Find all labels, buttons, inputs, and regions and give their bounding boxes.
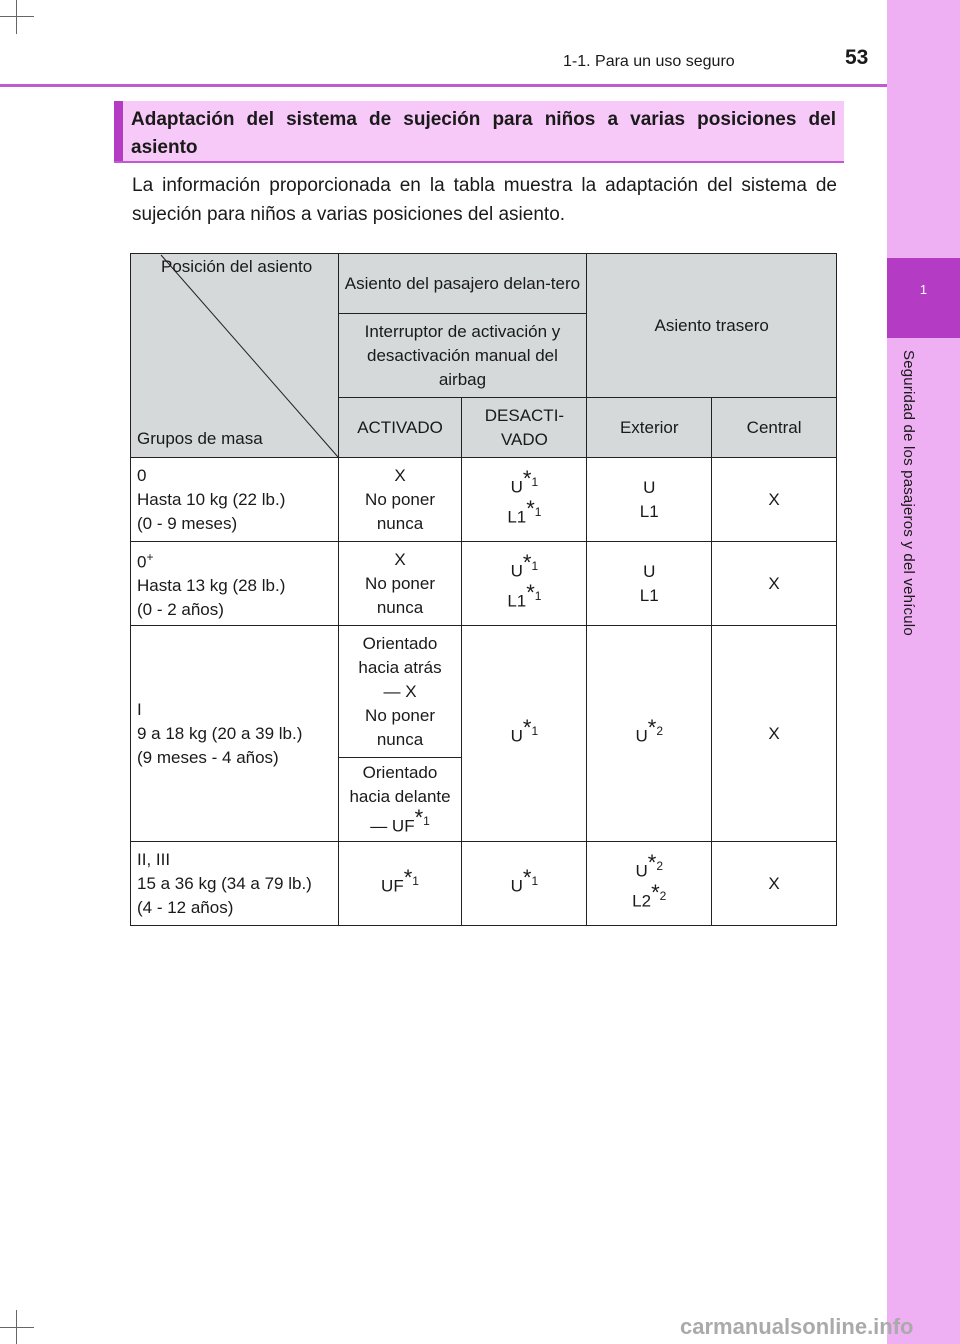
section-heading-box [114,101,844,163]
corner-bottom-label: Grupos de masa [137,429,263,448]
crop-mark [0,16,34,17]
cell-value: L1*$^1$ [507,579,542,611]
running-title: 1-1. Para un uso seguro [563,53,735,70]
cell-off [462,458,587,542]
table-row [131,458,837,542]
page-number: 53 [845,46,869,69]
cell-on: UF*$^1$ [338,842,462,926]
col-header-outer: Exterior [587,398,712,458]
airbag-switch-header: Interruptor de activación y desactivación manual del airbag [338,314,587,398]
footnote-ref: 1 [423,813,430,828]
cell-outer: U*$^2$ [587,626,712,842]
group-cell [131,542,339,626]
chapter-tab[interactable] [887,258,960,338]
cell-value: U [643,477,656,497]
group-cell [131,842,339,926]
footnote-ref: 2 [656,858,664,873]
cell-on [338,458,462,542]
cell-on-rearward [338,626,462,758]
footnote-star: * [522,714,532,740]
cell-value: L1 [639,585,659,605]
col-header-off: DESACTI-VADO [462,398,587,458]
group-age: (4 - 12 años) [137,897,234,917]
crop-mark [16,0,17,34]
footnote-ref: 1 [534,588,542,603]
footnote-ref: 2 [656,723,664,738]
cell-on-forward [338,758,462,842]
footnote-ref: 1 [412,873,419,888]
group-mass: Hasta 13 kg (28 lb.) [137,576,286,596]
cell-value: No poner [365,573,435,593]
footnote-star: * [647,714,657,740]
cell-value: U*$^2$ [635,849,664,881]
cell-value: hacia atrás [358,657,442,677]
table-row [131,542,837,626]
col-header-on: ACTIVADO [338,398,462,458]
group-mass: 15 a 36 kg (34 a 79 lb.) [137,873,312,893]
cell-center: X [712,842,837,926]
cell-off: U*$^1$ [462,842,587,926]
cell-value: No poner [365,705,435,725]
cell-off: U*$^1$ [462,626,587,842]
cell-value: No poner [365,489,435,509]
cell-on [338,542,462,626]
group-cell [131,626,339,842]
crop-mark [0,1327,34,1328]
cell-value: Orientado [362,762,438,782]
footnote-star: * [522,864,532,890]
group-superscript: + [146,549,154,564]
group-mass: 9 a 18 kg (20 a 39 lb.) [137,723,303,743]
cell-value: L1 [639,501,659,521]
footnote-star: * [522,465,532,491]
cell-outer [587,458,712,542]
cell-outer [587,542,712,626]
cell-value: Orientado [362,633,438,653]
col-header-center: Central [712,398,837,458]
cell-value: L1*$^1$ [507,495,542,527]
cell-value: nunca [376,513,424,533]
cell-value: — UF*$^1$ [370,804,430,836]
group-label: 0+ [137,549,154,572]
cell-off [462,542,587,626]
footnote-star: * [526,495,535,521]
footnote-star: * [526,579,535,605]
footnote-star: * [403,864,413,890]
footnote-ref: 1 [531,474,539,489]
section-title: Adaptación del sistema de sujeción para niños a varias posiciones del asiento [131,109,836,158]
group-cell [131,458,339,542]
footnote-ref: 1 [531,723,539,738]
cell-value: U [643,561,656,581]
footnote-ref: 1 [531,558,539,573]
footnote-star: * [647,849,657,875]
cell-value: — X [383,681,417,701]
cell-outer [587,842,712,926]
footnote-star: * [522,549,532,575]
cell-value: nunca [376,597,424,617]
table-row [131,842,837,926]
table-corner-cell [131,254,339,458]
group-label: I [137,699,142,719]
chapter-number: 1 [919,282,928,297]
cell-center: X [712,542,837,626]
footnote-ref: 1 [531,873,539,888]
child-restraint-table [130,253,837,926]
footnote-star: * [414,804,424,830]
footnote-ref: 2 [659,888,667,903]
rear-seat-header: Asiento trasero [587,254,837,398]
chapter-title: Seguridad de los pasajeros y del vehículo [900,350,917,636]
cell-value: L2*$^2$ [632,879,667,911]
group-age: (0 - 2 años) [137,600,224,620]
footnote-ref: 1 [534,504,542,519]
group-age: (0 - 9 meses) [137,513,238,533]
table-row [131,626,837,758]
cell-center: X [712,458,837,542]
group-age: (9 meses - 4 años) [137,747,279,767]
cell-value: nunca [376,729,424,749]
footnote-star: * [651,879,660,905]
corner-top-label: Posición del asiento [161,257,313,276]
front-passenger-header: Asiento del pasajero delan-tero [338,254,587,314]
cell-value: U*$^1$ [510,549,539,581]
cell-center: X [712,626,837,842]
cell-value: X [394,465,406,485]
cell-value: U*$^1$ [510,465,539,497]
intro-paragraph: La información proporcionada en la tabla muestra la adaptación del sistema de sujeción para niños a varias posiciones del asiento. [132,175,837,225]
group-label: 0 [137,465,147,485]
cell-value: X [394,549,406,569]
group-mass: Hasta 10 kg (22 lb.) [137,489,286,509]
header-rule [0,84,887,87]
group-label: II, III [137,849,171,869]
watermark: carmanualsonline.info [680,1314,914,1339]
cell-value: hacia delante [349,786,451,806]
